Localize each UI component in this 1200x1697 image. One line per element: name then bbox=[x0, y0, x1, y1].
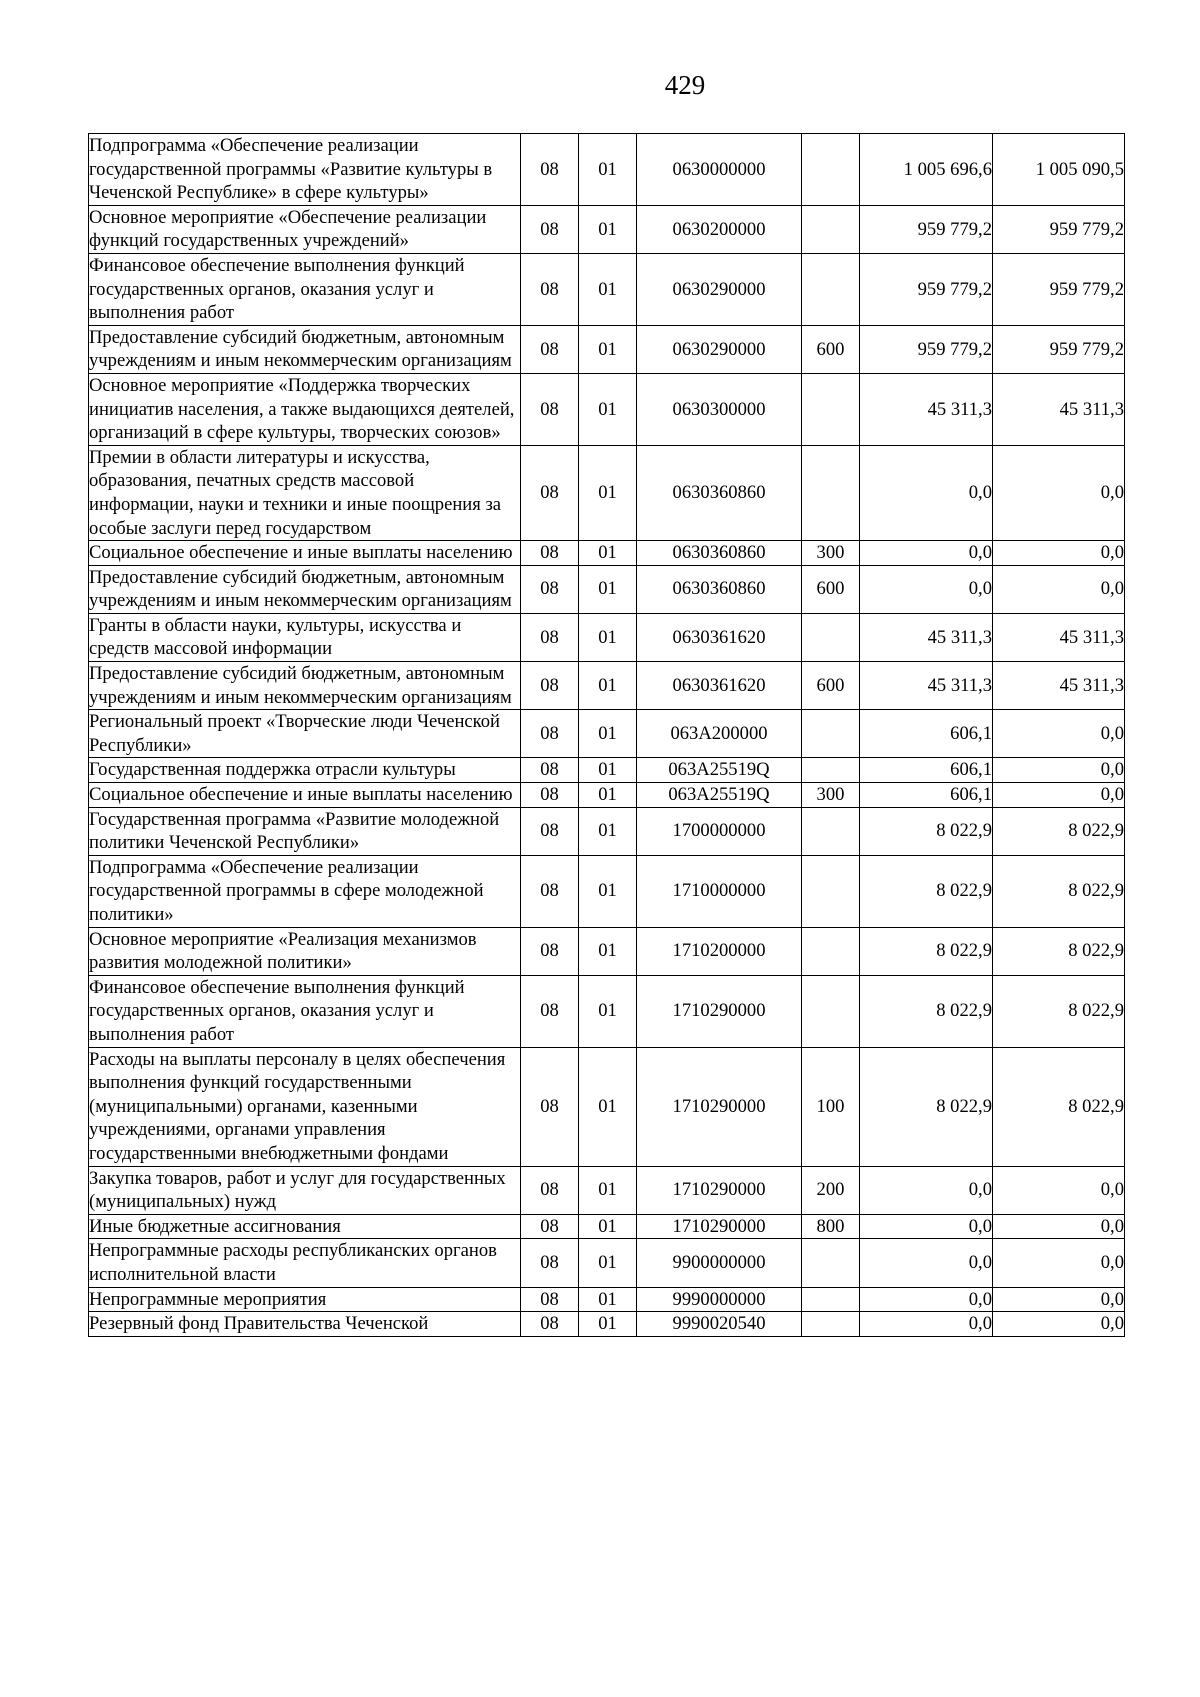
expense-type-cell bbox=[802, 613, 860, 661]
expense-name-cell: Региональный проект «Творческие люди Чеченской Республики» bbox=[89, 710, 521, 758]
amount-year-2-cell: 0,0 bbox=[993, 1166, 1125, 1214]
subsection-code-cell: 01 bbox=[579, 613, 637, 661]
expense-type-cell: 600 bbox=[802, 662, 860, 710]
subsection-code-cell: 01 bbox=[579, 1312, 637, 1337]
amount-year-2-cell: 0,0 bbox=[993, 1312, 1125, 1337]
expense-name-cell: Предоставление субсидий бюджетным, автономным учреждениям и иным некоммерческим организациям bbox=[89, 662, 521, 710]
table-row bbox=[89, 134, 1125, 206]
amount-year-2-cell: 959 779,2 bbox=[993, 253, 1125, 325]
table-row bbox=[89, 662, 1125, 710]
expense-name-cell: Финансовое обеспечение выполнения функций государственных органов, оказания услуг и выполнения работ bbox=[89, 253, 521, 325]
table-row bbox=[89, 975, 1125, 1047]
subsection-code-cell: 01 bbox=[579, 1166, 637, 1214]
section-code-cell: 08 bbox=[521, 613, 579, 661]
expense-type-cell bbox=[802, 445, 860, 540]
table-row bbox=[89, 927, 1125, 975]
amount-year-2-cell: 0,0 bbox=[993, 1239, 1125, 1287]
section-code-cell: 08 bbox=[521, 758, 579, 783]
section-code-cell: 08 bbox=[521, 1214, 579, 1239]
section-code-cell: 08 bbox=[521, 975, 579, 1047]
amount-year-2-cell: 0,0 bbox=[993, 445, 1125, 540]
expense-type-cell bbox=[802, 927, 860, 975]
amount-year-2-cell: 0,0 bbox=[993, 1287, 1125, 1312]
amount-year-1-cell: 0,0 bbox=[860, 1239, 993, 1287]
table-row bbox=[89, 783, 1125, 808]
target-article-cell: 0630200000 bbox=[637, 205, 802, 253]
section-code-cell: 08 bbox=[521, 325, 579, 373]
expense-type-cell: 100 bbox=[802, 1047, 860, 1166]
table-row bbox=[89, 253, 1125, 325]
section-code-cell: 08 bbox=[521, 134, 579, 206]
amount-year-2-cell: 8 022,9 bbox=[993, 807, 1125, 855]
amount-year-1-cell: 606,1 bbox=[860, 783, 993, 808]
amount-year-2-cell: 8 022,9 bbox=[993, 1047, 1125, 1166]
target-article-cell: 0630361620 bbox=[637, 662, 802, 710]
expense-type-cell bbox=[802, 253, 860, 325]
amount-year-1-cell: 0,0 bbox=[860, 445, 993, 540]
subsection-code-cell: 01 bbox=[579, 253, 637, 325]
target-article-cell: 9900000000 bbox=[637, 1239, 802, 1287]
table-row bbox=[89, 205, 1125, 253]
section-code-cell: 08 bbox=[521, 373, 579, 445]
subsection-code-cell: 01 bbox=[579, 710, 637, 758]
page-number: 429 bbox=[664, 70, 706, 100]
section-code-cell: 08 bbox=[521, 783, 579, 808]
amount-year-2-cell: 0,0 bbox=[993, 541, 1125, 566]
target-article-cell: 063A25519Q bbox=[637, 783, 802, 808]
expense-type-cell bbox=[802, 975, 860, 1047]
table-row bbox=[89, 613, 1125, 661]
expense-name-cell: Социальное обеспечение и иные выплаты населению bbox=[89, 541, 521, 566]
section-code-cell: 08 bbox=[521, 565, 579, 613]
expense-type-cell bbox=[802, 1239, 860, 1287]
budget-table bbox=[88, 133, 1125, 1337]
expense-name-cell: Основное мероприятие «Реализация механизмов развития молодежной политики» bbox=[89, 927, 521, 975]
amount-year-1-cell: 0,0 bbox=[860, 1214, 993, 1239]
amount-year-1-cell: 0,0 bbox=[860, 541, 993, 566]
section-code-cell: 08 bbox=[521, 855, 579, 927]
subsection-code-cell: 01 bbox=[579, 565, 637, 613]
amount-year-2-cell: 0,0 bbox=[993, 565, 1125, 613]
subsection-code-cell: 01 bbox=[579, 1047, 637, 1166]
target-article-cell: 0630290000 bbox=[637, 325, 802, 373]
target-article-cell: 063A25519Q bbox=[637, 758, 802, 783]
amount-year-2-cell: 959 779,2 bbox=[993, 325, 1125, 373]
subsection-code-cell: 01 bbox=[579, 783, 637, 808]
expense-type-cell bbox=[802, 710, 860, 758]
expense-type-cell bbox=[802, 1312, 860, 1337]
subsection-code-cell: 01 bbox=[579, 1287, 637, 1312]
subsection-code-cell: 01 bbox=[579, 758, 637, 783]
expense-name-cell: Основное мероприятие «Обеспечение реализации функций государственных учреждений» bbox=[89, 205, 521, 253]
expense-type-cell: 300 bbox=[802, 783, 860, 808]
expense-type-cell bbox=[802, 807, 860, 855]
target-article-cell: 9990000000 bbox=[637, 1287, 802, 1312]
section-code-cell: 08 bbox=[521, 1047, 579, 1166]
expense-name-cell: Гранты в области науки, культуры, искусства и средств массовой информации bbox=[89, 613, 521, 661]
expense-name-cell: Подпрограмма «Обеспечение реализации государственной программы в сфере молодежной политики» bbox=[89, 855, 521, 927]
section-code-cell: 08 bbox=[521, 927, 579, 975]
subsection-code-cell: 01 bbox=[579, 855, 637, 927]
expense-type-cell: 800 bbox=[802, 1214, 860, 1239]
amount-year-2-cell: 1 005 090,5 bbox=[993, 134, 1125, 206]
expense-name-cell: Подпрограмма «Обеспечение реализации государственной программы «Развитие культуры в Чеченской Республике» в сфере культуры» bbox=[89, 134, 521, 206]
amount-year-1-cell: 606,1 bbox=[860, 710, 993, 758]
table-row bbox=[89, 1287, 1125, 1312]
expense-type-cell bbox=[802, 855, 860, 927]
target-article-cell: 1710290000 bbox=[637, 975, 802, 1047]
amount-year-2-cell: 45 311,3 bbox=[993, 662, 1125, 710]
target-article-cell: 0630000000 bbox=[637, 134, 802, 206]
table-row bbox=[89, 1214, 1125, 1239]
expense-name-cell: Предоставление субсидий бюджетным, автономным учреждениям и иным некоммерческим организациям bbox=[89, 565, 521, 613]
subsection-code-cell: 01 bbox=[579, 373, 637, 445]
table-body bbox=[89, 134, 1125, 1337]
target-article-cell: 0630360860 bbox=[637, 565, 802, 613]
table-row bbox=[89, 325, 1125, 373]
subsection-code-cell: 01 bbox=[579, 541, 637, 566]
target-article-cell: 0630360860 bbox=[637, 445, 802, 540]
target-article-cell: 1710290000 bbox=[637, 1166, 802, 1214]
expense-name-cell: Государственная поддержка отрасли культуры bbox=[89, 758, 521, 783]
expense-name-cell: Социальное обеспечение и иные выплаты населению bbox=[89, 783, 521, 808]
expense-type-cell: 300 bbox=[802, 541, 860, 566]
expense-name-cell: Закупка товаров, работ и услуг для государственных (муниципальных) нужд bbox=[89, 1166, 521, 1214]
section-code-cell: 08 bbox=[521, 253, 579, 325]
subsection-code-cell: 01 bbox=[579, 975, 637, 1047]
table-row bbox=[89, 1166, 1125, 1214]
amount-year-2-cell: 0,0 bbox=[993, 710, 1125, 758]
subsection-code-cell: 01 bbox=[579, 1239, 637, 1287]
subsection-code-cell: 01 bbox=[579, 927, 637, 975]
amount-year-1-cell: 8 022,9 bbox=[860, 1047, 993, 1166]
expense-name-cell: Премии в области литературы и искусства, образования, печатных средств массовой информации, науки и техники и иные поощрения за особые заслуги перед государством bbox=[89, 445, 521, 540]
amount-year-2-cell: 8 022,9 bbox=[993, 927, 1125, 975]
expense-name-cell: Предоставление субсидий бюджетным, автономным учреждениям и иным некоммерческим организациям bbox=[89, 325, 521, 373]
amount-year-1-cell: 0,0 bbox=[860, 1312, 993, 1337]
target-article-cell: 1710290000 bbox=[637, 1047, 802, 1166]
target-article-cell: 1710000000 bbox=[637, 855, 802, 927]
target-article-cell: 1700000000 bbox=[637, 807, 802, 855]
expense-type-cell bbox=[802, 134, 860, 206]
subsection-code-cell: 01 bbox=[579, 807, 637, 855]
subsection-code-cell: 01 bbox=[579, 325, 637, 373]
section-code-cell: 08 bbox=[521, 541, 579, 566]
expense-name-cell: Резервный фонд Правительства Чеченской bbox=[89, 1312, 521, 1337]
amount-year-1-cell: 8 022,9 bbox=[860, 807, 993, 855]
subsection-code-cell: 01 bbox=[579, 134, 637, 206]
expense-name-cell: Государственная программа «Развитие молодежной политики Чеченской Республики» bbox=[89, 807, 521, 855]
section-code-cell: 08 bbox=[521, 662, 579, 710]
section-code-cell: 08 bbox=[521, 1287, 579, 1312]
amount-year-2-cell: 0,0 bbox=[993, 1214, 1125, 1239]
table-row bbox=[89, 855, 1125, 927]
amount-year-1-cell: 959 779,2 bbox=[860, 205, 993, 253]
expense-type-cell bbox=[802, 205, 860, 253]
table-row bbox=[89, 565, 1125, 613]
section-code-cell: 08 bbox=[521, 1239, 579, 1287]
section-code-cell: 08 bbox=[521, 445, 579, 540]
table-row bbox=[89, 541, 1125, 566]
table-row bbox=[89, 710, 1125, 758]
target-article-cell: 0630361620 bbox=[637, 613, 802, 661]
expense-type-cell: 600 bbox=[802, 325, 860, 373]
amount-year-1-cell: 959 779,2 bbox=[860, 253, 993, 325]
subsection-code-cell: 01 bbox=[579, 445, 637, 540]
table-row bbox=[89, 1239, 1125, 1287]
table-row bbox=[89, 445, 1125, 540]
expense-type-cell bbox=[802, 1287, 860, 1312]
target-article-cell: 063A200000 bbox=[637, 710, 802, 758]
expense-name-cell: Финансовое обеспечение выполнения функций государственных органов, оказания услуг и выполнения работ bbox=[89, 975, 521, 1047]
amount-year-2-cell: 0,0 bbox=[993, 783, 1125, 808]
expense-name-cell: Расходы на выплаты персоналу в целях обеспечения выполнения функций государственными (муниципальными) органами, казенными учреждениями, органами управления государственными внебюджетными фондами bbox=[89, 1047, 521, 1166]
subsection-code-cell: 01 bbox=[579, 662, 637, 710]
expense-name-cell: Непрограммные мероприятия bbox=[89, 1287, 521, 1312]
subsection-code-cell: 01 bbox=[579, 1214, 637, 1239]
expense-name-cell: Основное мероприятие «Поддержка творческих инициатив населения, а также выдающихся деятелей, организаций в сфере культуры, творческих союзов» bbox=[89, 373, 521, 445]
target-article-cell: 1710200000 bbox=[637, 927, 802, 975]
section-code-cell: 08 bbox=[521, 710, 579, 758]
target-article-cell: 1710290000 bbox=[637, 1214, 802, 1239]
expense-name-cell: Иные бюджетные ассигнования bbox=[89, 1214, 521, 1239]
amount-year-1-cell: 0,0 bbox=[860, 1287, 993, 1312]
amount-year-1-cell: 45 311,3 bbox=[860, 662, 993, 710]
expense-type-cell bbox=[802, 758, 860, 783]
amount-year-2-cell: 45 311,3 bbox=[993, 613, 1125, 661]
amount-year-1-cell: 0,0 bbox=[860, 1166, 993, 1214]
table-row bbox=[89, 807, 1125, 855]
table-row bbox=[89, 1312, 1125, 1337]
target-article-cell: 0630300000 bbox=[637, 373, 802, 445]
amount-year-2-cell: 8 022,9 bbox=[993, 975, 1125, 1047]
amount-year-1-cell: 606,1 bbox=[860, 758, 993, 783]
target-article-cell: 0630290000 bbox=[637, 253, 802, 325]
table-row bbox=[89, 373, 1125, 445]
target-article-cell: 9990020540 bbox=[637, 1312, 802, 1337]
amount-year-1-cell: 45 311,3 bbox=[860, 373, 993, 445]
section-code-cell: 08 bbox=[521, 1166, 579, 1214]
amount-year-2-cell: 0,0 bbox=[993, 758, 1125, 783]
amount-year-1-cell: 1 005 696,6 bbox=[860, 134, 993, 206]
subsection-code-cell: 01 bbox=[579, 205, 637, 253]
target-article-cell: 0630360860 bbox=[637, 541, 802, 566]
section-code-cell: 08 bbox=[521, 1312, 579, 1337]
amount-year-2-cell: 959 779,2 bbox=[993, 205, 1125, 253]
table-row bbox=[89, 1047, 1125, 1166]
amount-year-1-cell: 0,0 bbox=[860, 565, 993, 613]
expense-name-cell: Непрограммные расходы республиканских органов исполнительной власти bbox=[89, 1239, 521, 1287]
expense-type-cell: 600 bbox=[802, 565, 860, 613]
amount-year-1-cell: 959 779,2 bbox=[860, 325, 993, 373]
expense-type-cell bbox=[802, 373, 860, 445]
amount-year-1-cell: 8 022,9 bbox=[860, 927, 993, 975]
section-code-cell: 08 bbox=[521, 205, 579, 253]
table-row bbox=[89, 758, 1125, 783]
amount-year-1-cell: 45 311,3 bbox=[860, 613, 993, 661]
section-code-cell: 08 bbox=[521, 807, 579, 855]
amount-year-1-cell: 8 022,9 bbox=[860, 975, 993, 1047]
amount-year-1-cell: 8 022,9 bbox=[860, 855, 993, 927]
amount-year-2-cell: 45 311,3 bbox=[993, 373, 1125, 445]
expense-type-cell: 200 bbox=[802, 1166, 860, 1214]
amount-year-2-cell: 8 022,9 bbox=[993, 855, 1125, 927]
